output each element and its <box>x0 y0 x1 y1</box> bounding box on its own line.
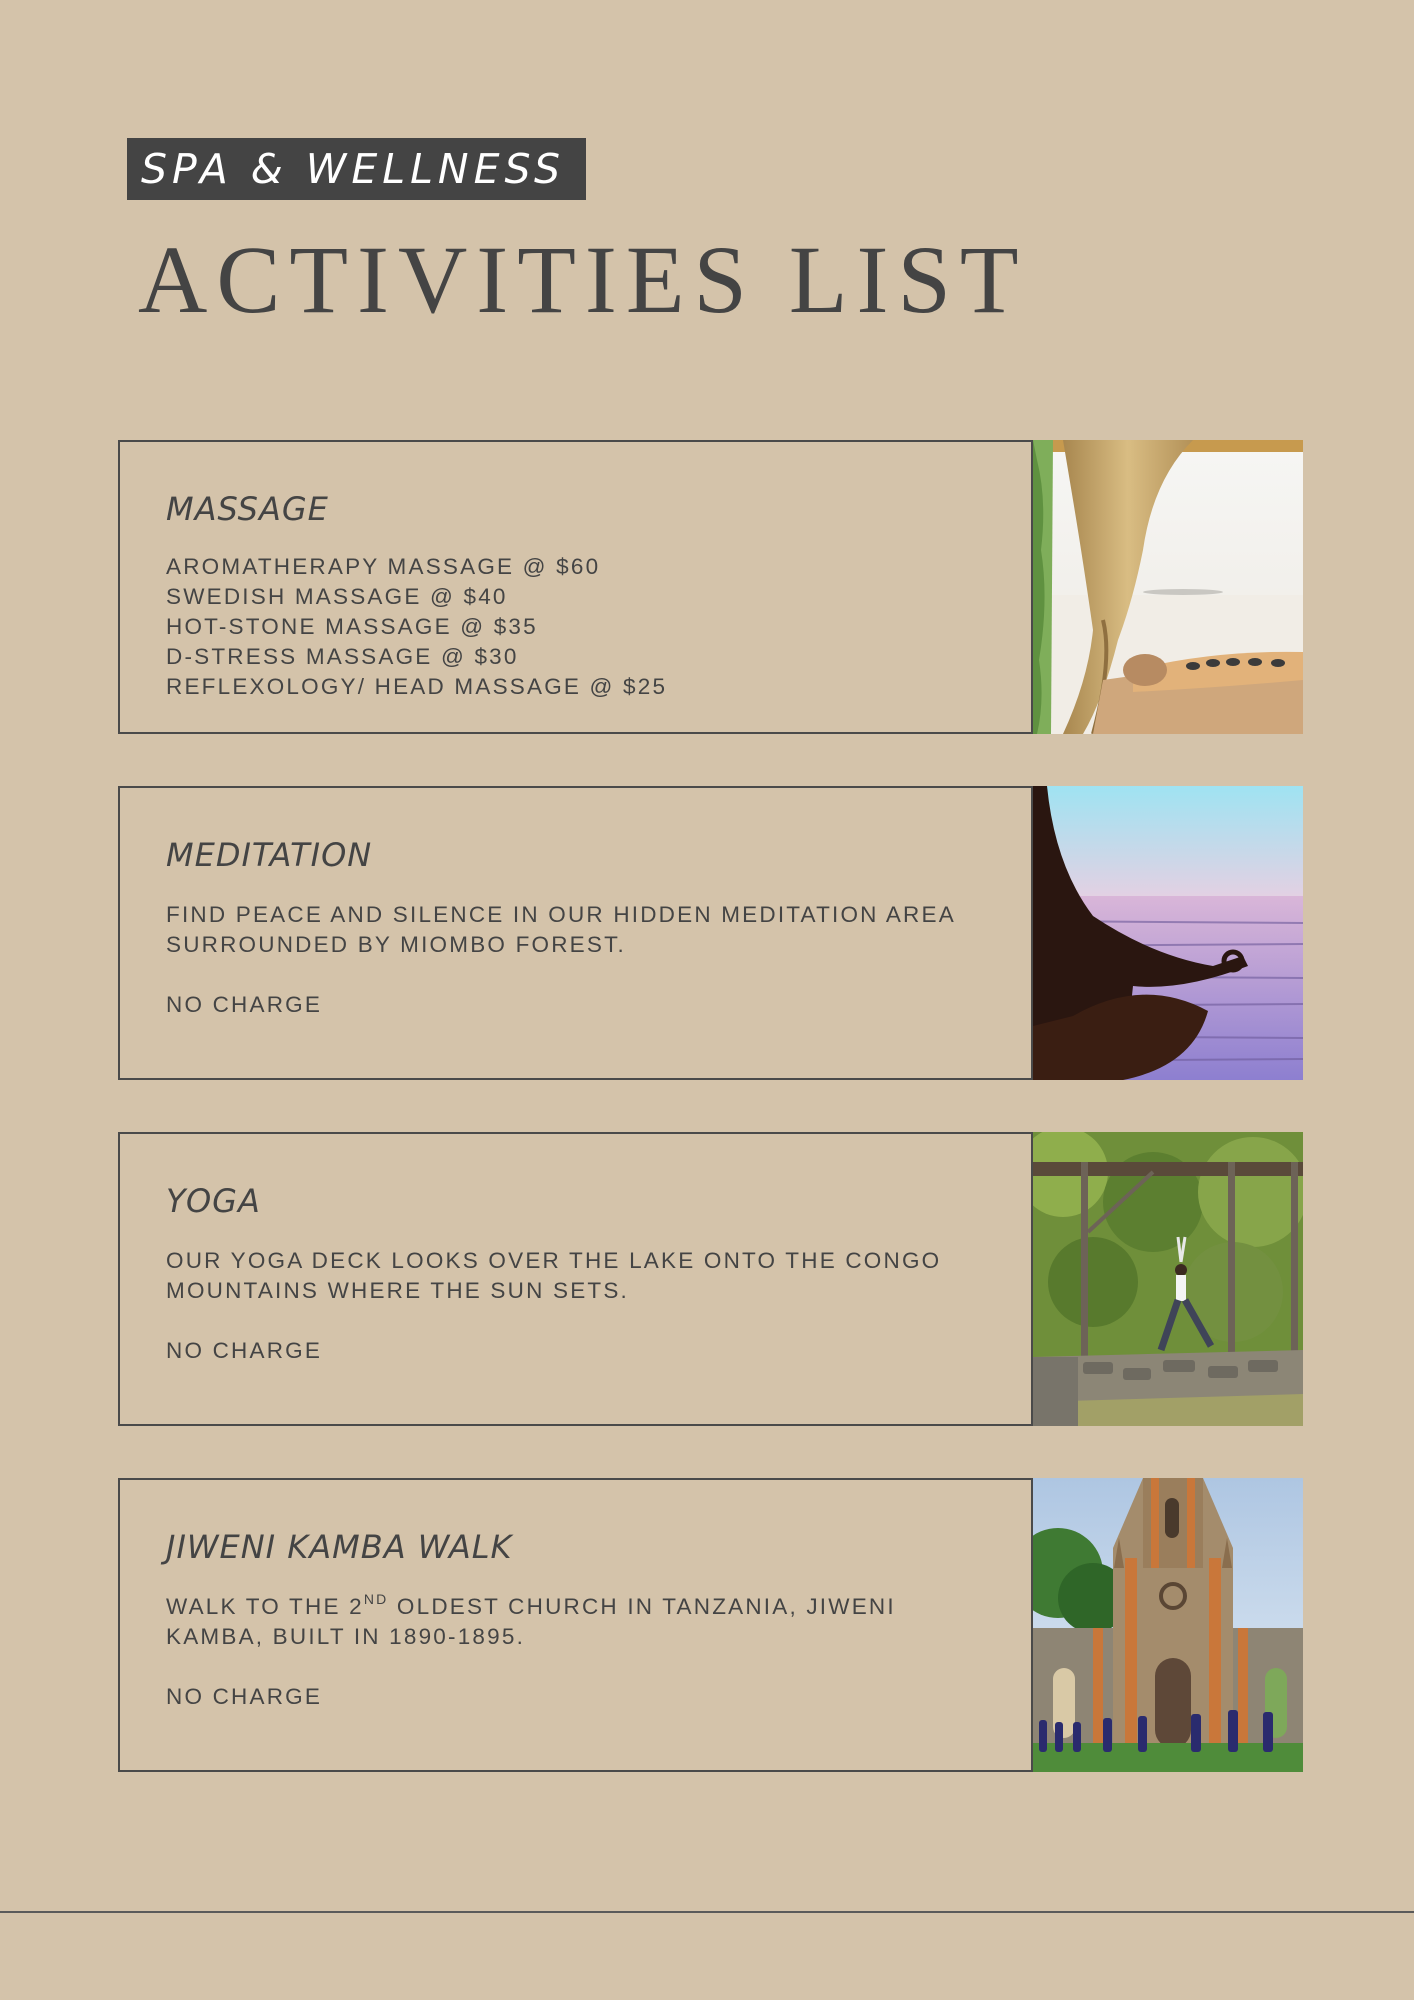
price-label: NO CHARGE <box>166 992 323 1017</box>
activity-card-jiweni-kamba-walk <box>118 1478 1033 1772</box>
yoga-photo <box>1033 1132 1303 1426</box>
page-title: ACTIVITIES LIST <box>138 226 1028 333</box>
badge-label: SPA & WELLNESS <box>141 145 566 193</box>
description-text: OLDEST CHURCH IN TANZANIA, JIWENI <box>388 1594 896 1619</box>
ordinal-suffix: ND <box>363 1590 389 1607</box>
description-line: MOUNTAINS WHERE THE SUN SETS. <box>166 1278 629 1303</box>
description-text: WALK TO THE 2 <box>166 1594 364 1619</box>
description-line: KAMBA, BUILT IN 1890-1895. <box>166 1624 526 1649</box>
footer-divider <box>0 1911 1414 1913</box>
list-item: SWEDISH MASSAGE @ $40 <box>166 584 508 609</box>
activity-title: YOGA <box>166 1182 261 1220</box>
activity-card-yoga <box>118 1132 1033 1426</box>
activity-description <box>166 900 996 1020</box>
activity-title: MEDITATION <box>166 836 373 874</box>
description-line: SURROUNDED BY MIOMBO FOREST. <box>166 932 626 957</box>
activity-description <box>166 1246 996 1366</box>
meditation-photo <box>1033 786 1303 1080</box>
massage-photo <box>1033 440 1303 734</box>
price-label: NO CHARGE <box>166 1338 323 1363</box>
activity-card-meditation <box>118 786 1033 1080</box>
massage-price-list <box>166 552 996 702</box>
list-item: D-STRESS MASSAGE @ $30 <box>166 644 519 669</box>
activity-title: JIWENI KAMBA WALK <box>166 1528 513 1566</box>
list-item: REFLEXOLOGY/ HEAD MASSAGE @ $25 <box>166 674 668 699</box>
price-label: NO CHARGE <box>166 1684 323 1709</box>
description-line: FIND PEACE AND SILENCE IN OUR HIDDEN MEDITATION AREA <box>166 902 956 927</box>
activity-description <box>166 1592 996 1712</box>
activity-card-massage <box>118 440 1033 734</box>
section-badge <box>127 138 586 200</box>
description-line: OUR YOGA DECK LOOKS OVER THE LAKE ONTO THE CONGO <box>166 1248 942 1273</box>
list-item: AROMATHERAPY MASSAGE @ $60 <box>166 554 601 579</box>
list-item: HOT-STONE MASSAGE @ $35 <box>166 614 538 639</box>
activity-title: MASSAGE <box>166 490 329 528</box>
church-photo <box>1033 1478 1303 1772</box>
description-line <box>166 1592 996 1622</box>
